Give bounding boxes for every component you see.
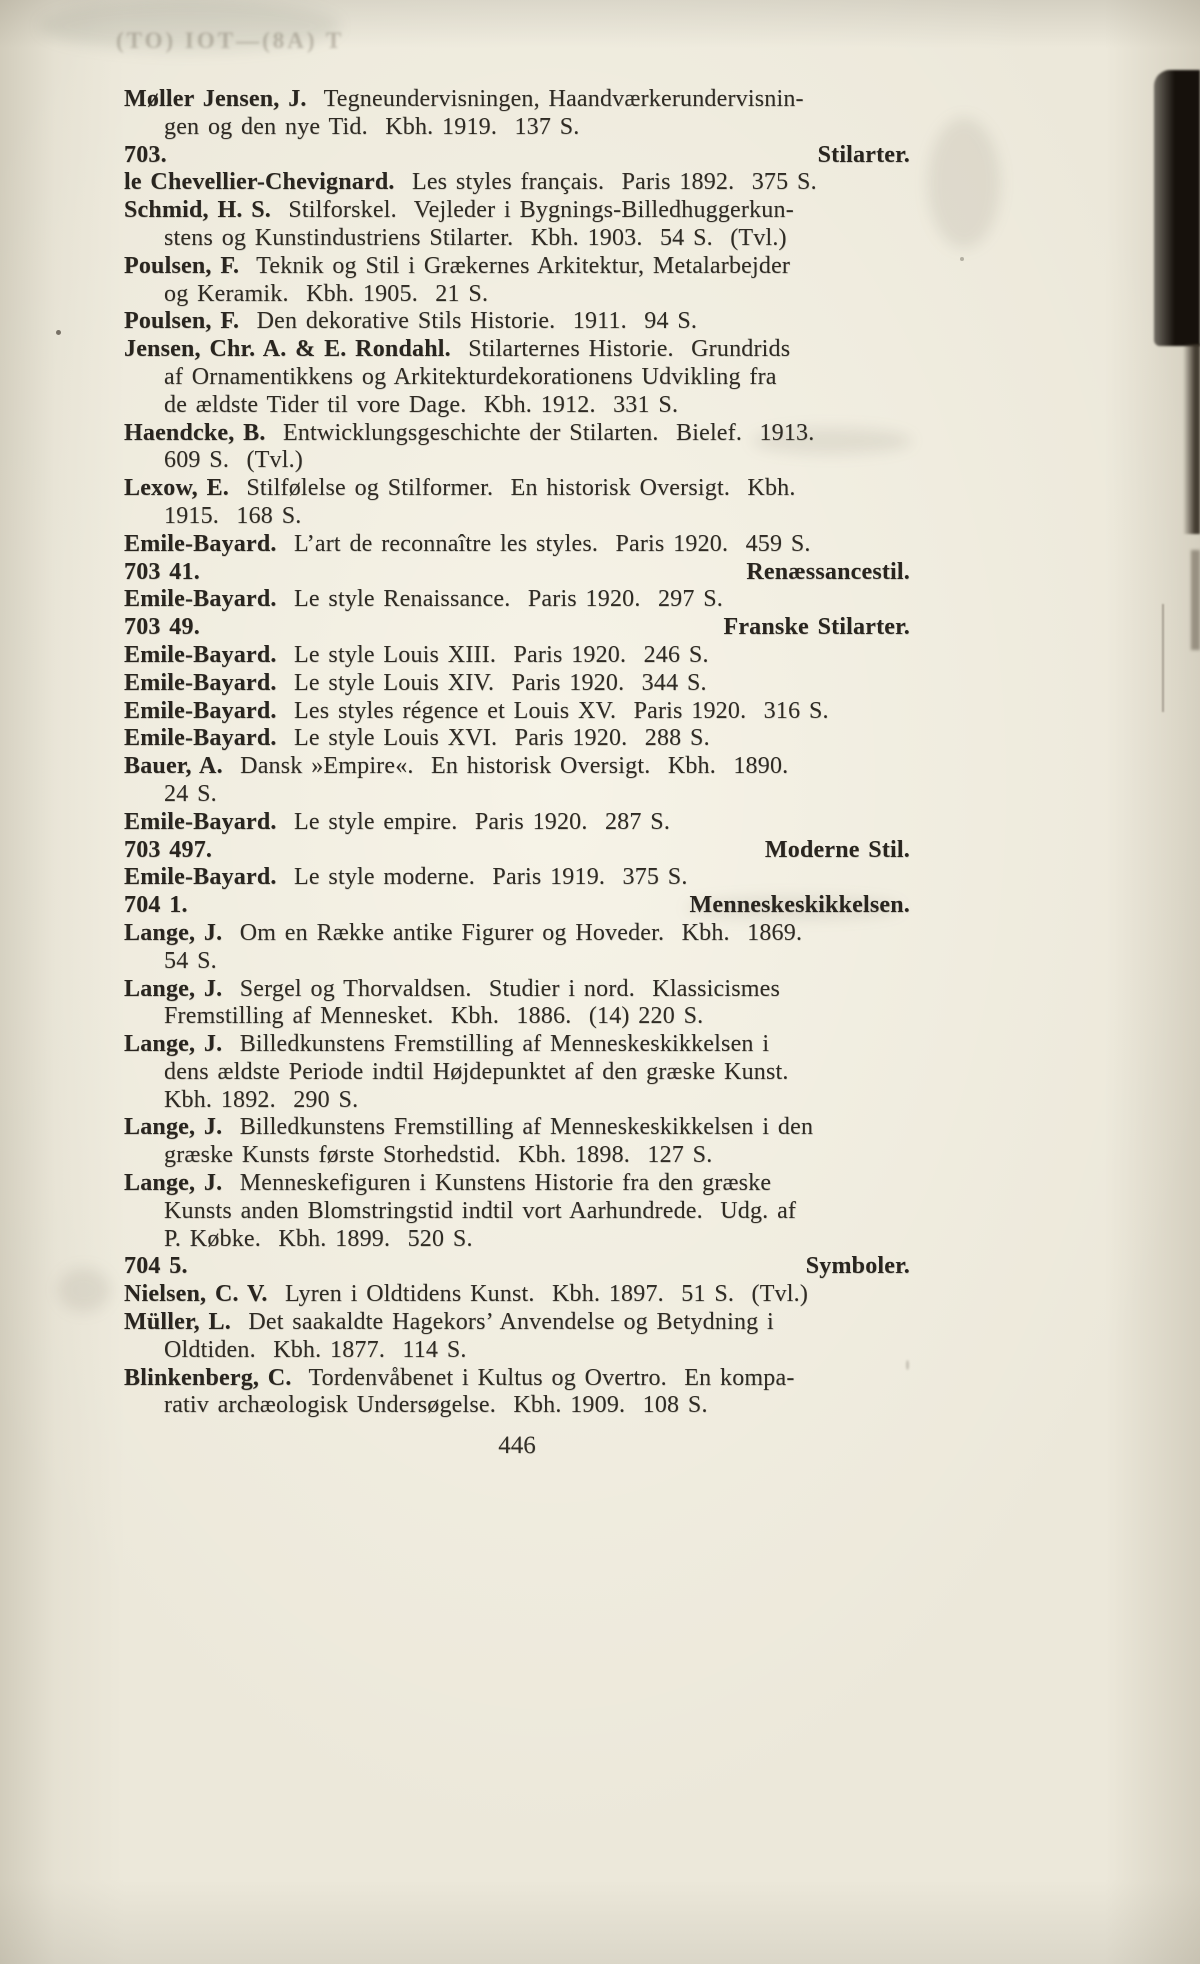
entry-author: le Chevellier-Chevignard. [124, 169, 395, 196]
bleed-through-ghost-text: (TO) IOT—(8A) T [116, 28, 345, 53]
bibliography-text-block [124, 86, 910, 1420]
entry-text: Den dekorative Stils Historie. 1911. 94 S. [239, 308, 698, 335]
entry-author: Lexow, E. [124, 475, 229, 502]
bibliography-line: 54 S. [164, 947, 217, 974]
entry-text: Lyren i Oldtidens Kunst. Kbh. 1897. 51 S. (Tvl.) [267, 1281, 809, 1308]
entry-author: Lange, J. [124, 1114, 223, 1141]
bibliography-line: dens ældste Periode indtil Højdepunktet af den græske Kunst. [164, 1058, 789, 1085]
bibliography-line: græske Kunsts første Storhedstid. Kbh. 1898. 127 S. [164, 1142, 713, 1169]
entry-text: Le style moderne. Paris 1919. 375 S. [276, 864, 688, 891]
scan-dark-edge-band [1191, 550, 1200, 650]
bibliography-line: Oldtiden. Kbh. 1877. 114 S. [164, 1336, 467, 1363]
bibliography-line: de ældste Tider til vore Dage. Kbh. 1912. 331 S. [164, 391, 679, 418]
entry-text: Det saakaldte Hagekors’ Anvendelse og Betydning i [230, 1309, 774, 1336]
bibliography-line: og Keramik. Kbh. 1905. 21 S. [164, 280, 489, 307]
bibliography-line: gen og den nye Tid. Kbh. 1919. 137 S. [164, 113, 580, 140]
entry-author: Blinkenberg, C. [124, 1364, 292, 1391]
section-heading [124, 837, 910, 865]
section-number: 704 1. [124, 892, 188, 919]
bibliography-line: Kunsts anden Blomstringstid indtil vort Aarhundrede. Udg. af [164, 1197, 797, 1224]
bibliography-line [124, 753, 910, 781]
bibliography-line: Kbh. 1892. 290 S. [164, 1086, 359, 1113]
entry-text: Sergel og Thorvaldsen. Studier i nord. Klassicismes [222, 975, 781, 1002]
entry-author: Emile-Bayard. [124, 530, 277, 557]
bibliography-line [124, 420, 910, 448]
entry-author: Lange, J. [124, 1031, 223, 1058]
scan-dark-edge-band [1154, 70, 1200, 346]
entry-author: Müller, L. [124, 1309, 231, 1336]
scan-speck [56, 330, 61, 335]
bibliography-line [124, 864, 910, 892]
entry-author: Lange, J. [124, 1170, 223, 1197]
entry-text: Billedkunstens Fremstilling af Menneskeskikkelsen i den [222, 1114, 814, 1141]
scan-dark-edge-band [1183, 344, 1200, 534]
bibliography-line [124, 809, 910, 837]
section-heading [124, 614, 910, 642]
bibliography-line [124, 253, 910, 281]
bibliography-line: Fremstilling af Mennesket. Kbh. 1886. (14) 220 S. [164, 1003, 704, 1030]
section-title: Stilarter. [817, 141, 910, 168]
section-heading [124, 142, 910, 170]
bibliography-line [124, 725, 910, 753]
section-number: 703. [124, 141, 167, 168]
entry-text: Dansk »Empire«. En historisk Oversigt. Kbh. 1890. [222, 753, 789, 780]
section-number: 703 41. [124, 558, 200, 585]
bibliography-line [124, 698, 910, 726]
entry-text: Teknik og Stil i Grækernes Arkitektur, Metalarbejder [239, 252, 791, 279]
bibliography-line [124, 1309, 910, 1337]
entry-author: Lange, J. [124, 919, 223, 946]
section-number: 704 5. [124, 1253, 188, 1280]
entry-author: Emile-Bayard. [124, 864, 277, 891]
entry-text: L’art de reconnaître les styles. Paris 1920. 459 S. [276, 530, 811, 557]
bibliography-line [124, 86, 910, 114]
entry-text: Les styles français. Paris 1892. 375 S. [394, 169, 817, 196]
page-number: 446 [498, 1432, 536, 1459]
entry-author: Poulsen, F. [124, 252, 240, 279]
section-heading [124, 559, 910, 587]
entry-text: Menneskefiguren i Kunstens Historie fra den græske [222, 1170, 772, 1197]
entry-author: Lange, J. [124, 975, 223, 1002]
bibliography-line [124, 1281, 910, 1309]
section-title: Renæssancestil. [746, 558, 910, 585]
section-heading [124, 892, 910, 920]
entry-author: Haendcke, B. [124, 419, 266, 446]
entry-author: Emile-Bayard. [124, 697, 277, 724]
bibliography-line: 24 S. [164, 780, 217, 807]
entry-author: Emile-Bayard. [124, 641, 277, 668]
bibliography-line [124, 475, 910, 503]
entry-text: Tordenvåbenet i Kultus og Overtro. En kompa- [291, 1364, 795, 1391]
bibliography-line [124, 169, 910, 197]
scan-smudge [928, 118, 1000, 248]
bibliography-line [124, 1031, 910, 1059]
bibliography-line [124, 976, 910, 1004]
entry-author: Emile-Bayard. [124, 808, 277, 835]
bibliography-line [124, 336, 910, 364]
entry-text: Billedkunstens Fremstilling af Menneskeskikkelsen i [222, 1031, 770, 1058]
entry-text: Entwicklungsgeschichte der Stilarten. Bielef. 1913. [265, 419, 815, 446]
bibliography-line [124, 1365, 910, 1393]
bibliography-line [124, 920, 910, 948]
entry-text: Stilfølelse og Stilformer. En historisk Oversigt. Kbh. [228, 475, 796, 502]
scan-vertical-line [1162, 604, 1164, 712]
entry-author: Nielsen, C. V. [124, 1281, 268, 1308]
bibliography-line: P. Købke. Kbh. 1899. 520 S. [164, 1225, 473, 1252]
entry-text: Le style Louis XIII. Paris 1920. 246 S. [276, 641, 709, 668]
section-title: Moderne Stil. [764, 836, 910, 863]
bibliography-line [124, 1114, 910, 1142]
entry-author: Schmid, H. S. [124, 197, 271, 224]
section-number: 703 49. [124, 614, 200, 641]
bibliography-line [124, 1170, 910, 1198]
entry-author: Bauer, A. [124, 753, 223, 780]
entry-text: Le style empire. Paris 1920. 287 S. [276, 808, 671, 835]
section-title: Menneskeskikkelsen. [689, 892, 910, 919]
entry-text: Tegneundervisningen, Haandværkerundervisnin- [306, 86, 804, 112]
bibliography-line: 609 S. (Tvl.) [164, 447, 303, 474]
entry-author: Emile-Bayard. [124, 669, 277, 696]
entry-author: Emile-Bayard. [124, 725, 277, 752]
bibliography-line: 1915. 168 S. [164, 502, 302, 529]
entry-author: Jensen, Chr. A. & E. Rondahl. [124, 336, 451, 363]
bibliography-line [124, 531, 910, 559]
entry-author: Møller Jensen, J. [124, 86, 307, 112]
entry-text: Le style Renaissance. Paris 1920. 297 S. [276, 586, 723, 613]
section-title: Franske Stilarter. [723, 614, 910, 641]
section-title: Symboler. [805, 1253, 910, 1280]
bibliography-line [124, 642, 910, 670]
bibliography-line [124, 586, 910, 614]
entry-text: Les styles régence et Louis XV. Paris 1920. 316 S. [276, 697, 829, 724]
scan-smudge [58, 1268, 110, 1312]
section-number: 703 497. [124, 836, 213, 863]
bibliography-line [124, 308, 910, 336]
scan-speck [960, 257, 964, 261]
entry-author: Emile-Bayard. [124, 586, 277, 613]
section-heading [124, 1253, 910, 1281]
entry-text: Stilforskel. Vejleder i Bygnings-Billedhuggerkun- [270, 197, 794, 224]
entry-text: Le style Louis XIV. Paris 1920. 344 S. [276, 669, 707, 696]
entry-author: Poulsen, F. [124, 308, 240, 335]
bibliography-line: rativ archæologisk Undersøgelse. Kbh. 1909. 108 S. [164, 1392, 708, 1419]
entry-text: Stilarternes Historie. Grundrids [450, 336, 791, 363]
bibliography-line [124, 670, 910, 698]
bibliography-line: stens og Kunstindustriens Stilarter. Kbh. 1903. 54 S. (Tvl.) [164, 224, 787, 251]
bibliography-line: af Ornamentikkens og Arkitekturdekorationens Udvikling fra [164, 363, 777, 390]
entry-text: Om en Række antike Figurer og Hoveder. Kbh. 1869. [222, 919, 803, 946]
entry-text: Le style Louis XVI. Paris 1920. 288 S. [276, 725, 710, 752]
bibliography-line [124, 197, 910, 225]
